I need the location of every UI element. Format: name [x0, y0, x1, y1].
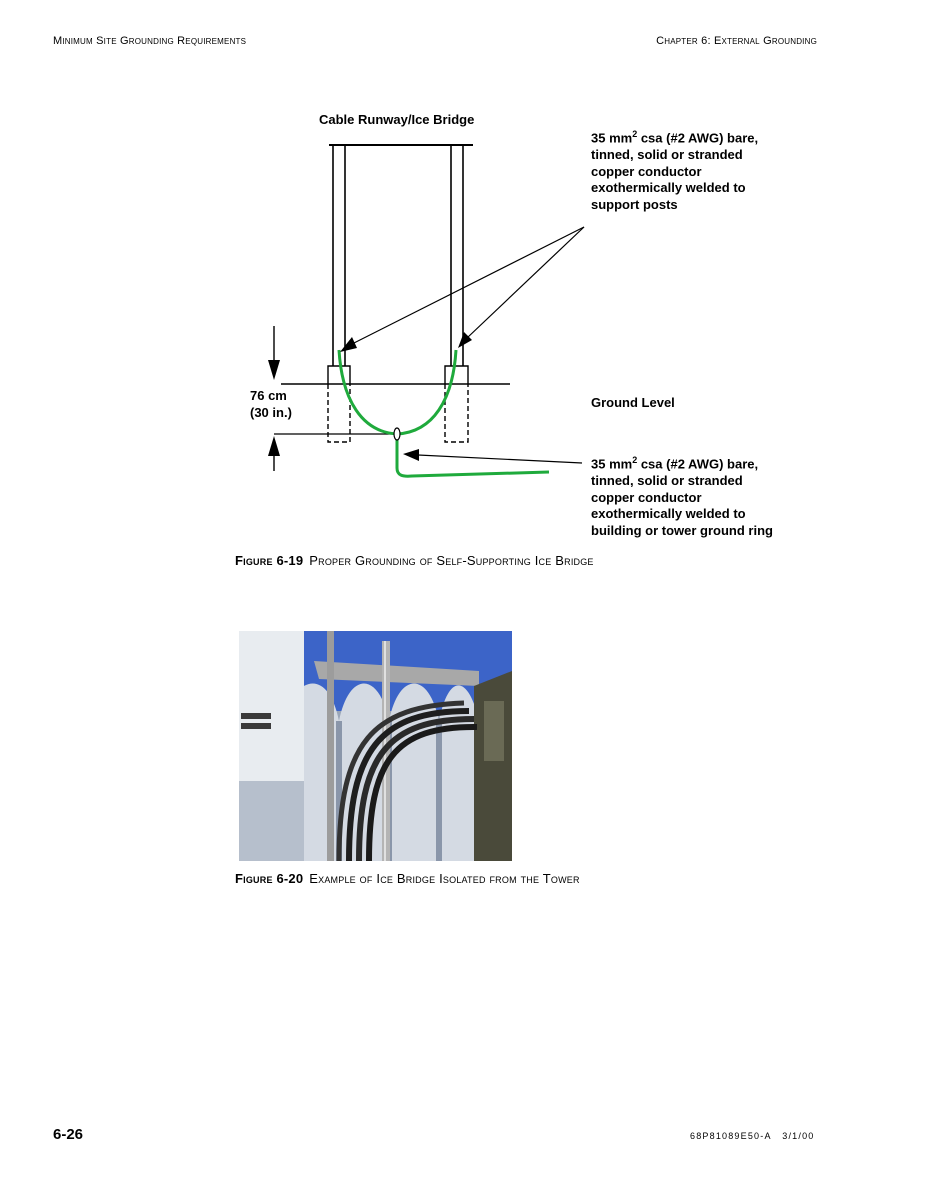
figure-6-20-caption: Figure 6-20 Example of Ice Bridge Isolated from the Tower — [235, 871, 580, 886]
top-conductor-callout: 35 $mm^2$ csa (#2 AWG) bare, tinned, solid or stranded copper conductor exothermically welded to support posts — [591, 129, 759, 212]
leader-arrowhead-left — [340, 337, 357, 352]
leader-arrowhead-right — [458, 332, 472, 348]
conductor-loop — [339, 350, 456, 434]
running-header-right: Chapter 6: External Grounding — [656, 35, 817, 47]
ground-level-label: Ground Level — [591, 395, 675, 410]
depth-arrow-up — [268, 436, 280, 456]
weld-joint — [394, 428, 400, 440]
bottom-conductor-callout: 35 $mm^2$ csa (#2 AWG) bare, tinned, solid or stranded copper conductor exothermically welded to building or tower ground ring — [591, 455, 773, 538]
ice-bridge-photo — [239, 631, 512, 861]
leader-to-conductor — [418, 455, 582, 463]
cable-runway-label: Cable Runway/Ice Bridge — [319, 112, 475, 127]
figure-6-19-caption: Figure 6-19 Proper Grounding of Self-Supporting Ice Bridge — [235, 553, 594, 568]
leader-to-left-post — [352, 227, 584, 344]
running-header-left: Minimum Site Grounding Requirements — [53, 35, 247, 47]
document-id: 68P81089E50-A 3/1/00 — [690, 1131, 815, 1141]
depth-arrow-down — [268, 360, 280, 380]
leader-arrowhead-bottom — [403, 449, 419, 461]
leader-to-right-post — [467, 227, 584, 338]
left-footing — [328, 366, 350, 384]
page-number: 6-26 — [53, 1126, 84, 1143]
right-footing — [445, 366, 468, 384]
depth-label: 76 cm (30 in.) — [250, 388, 292, 420]
